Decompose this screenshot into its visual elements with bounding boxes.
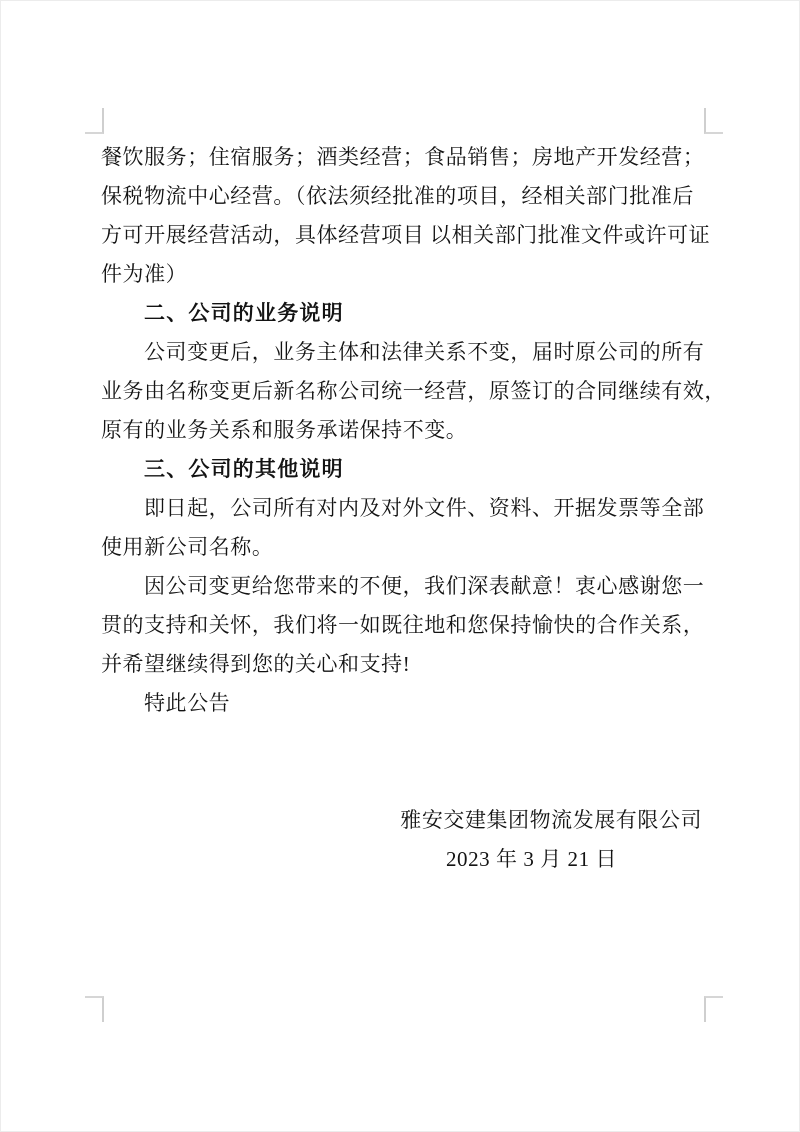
body-text-line: 餐饮服务；住宿服务；酒类经营；食品销售；房地产开发经营； xyxy=(101,145,705,169)
body-text-line: 件为准） xyxy=(101,262,188,286)
body-text-line: 公司变更后，业务主体和法律关系不变，届时原公司的所有 xyxy=(144,340,705,364)
body-text-line: 贯的支持和关怀，我们将一如既往地和您保持愉快的合作关系， xyxy=(101,613,705,637)
text-boundary-mark-bottom-left xyxy=(85,996,104,1022)
document-content xyxy=(101,138,726,879)
body-text-line: 使用新公司名称。 xyxy=(101,535,274,559)
body-text-line: 因公司变更给您带来的不便，我们深表献意！衷心感谢您一 xyxy=(144,574,705,598)
body-text-line: 即日起，公司所有对内及对外文件、资料、开据发票等全部 xyxy=(144,496,705,520)
text-boundary-mark-top-right xyxy=(704,108,723,134)
section-heading-2: 二、公司的业务说明 xyxy=(144,301,344,325)
signature-company: 雅安交建集团物流发展有限公司 xyxy=(400,808,702,832)
body-text-line: 业务由名称变更后新名称公司统一经营，原签订的合同继续有效， xyxy=(101,379,726,403)
text-boundary-mark-top-left xyxy=(85,108,104,134)
body-text-line: 保税物流中心经营。（依法须经批准的项目，经相关部门批准后 xyxy=(101,184,694,208)
body-text-line: 方可开展经营活动，具体经营项目 以相关部门批准文件或许可证 xyxy=(101,223,711,247)
text-boundary-mark-bottom-right xyxy=(704,996,723,1022)
body-text-line: 并希望继续得到您的关心和支持! xyxy=(101,652,411,676)
closing-phrase: 特此公告 xyxy=(144,691,231,715)
signature-date: 2023 年 3 月 21 日 xyxy=(446,847,617,871)
section-heading-3: 三、公司的其他说明 xyxy=(144,457,344,481)
body-text-line: 原有的业务关系和服务承诺保持不变。 xyxy=(101,418,468,442)
